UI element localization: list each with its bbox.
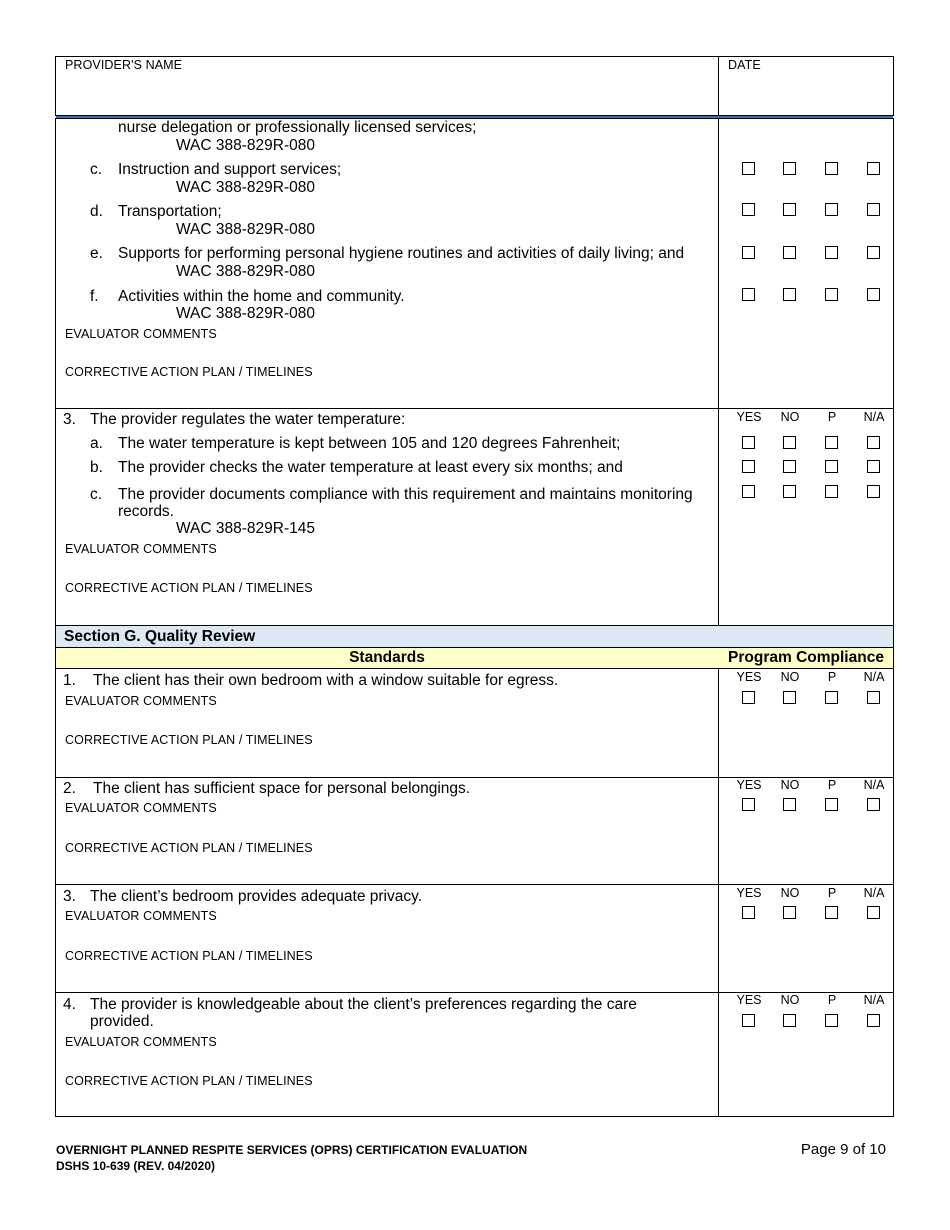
- na-header: N/A: [863, 886, 885, 900]
- item-letter: a.: [90, 435, 103, 452]
- item-text: Instruction and support services;: [118, 161, 342, 178]
- item-letter: c.: [90, 161, 103, 178]
- item-wac: WAC 388-829R-080: [176, 221, 315, 238]
- item-number: 4.: [63, 996, 76, 1013]
- item-wac: WAC 388-829R-080: [176, 179, 315, 196]
- no-checkbox[interactable]: [783, 798, 796, 811]
- item-text: The provider checks the water temperature at least every six months; and: [118, 459, 623, 476]
- no-checkbox[interactable]: [783, 246, 796, 259]
- item-letter: b.: [90, 459, 103, 476]
- item-text: The water temperature is kept between 105 and 120 degrees Fahrenheit;: [118, 435, 621, 452]
- yes-checkbox[interactable]: [742, 162, 755, 175]
- no-checkbox[interactable]: [783, 436, 796, 449]
- row-divider: [55, 884, 894, 885]
- yes-header: YES: [736, 410, 762, 424]
- evaluator-comments-label: EVALUATOR COMMENTS: [65, 327, 217, 341]
- continued-line: nurse delegation or professionally licensed services;: [118, 119, 477, 136]
- item-text: The provider is knowledgeable about the client’s preferences regarding the care: [90, 996, 637, 1013]
- yes-header: YES: [736, 670, 762, 684]
- item-text-continued: provided.: [90, 1013, 154, 1030]
- partial-checkbox[interactable]: [825, 691, 838, 704]
- na-checkbox[interactable]: [867, 485, 880, 498]
- item-letter: c.: [90, 486, 103, 503]
- date-label: DATE: [728, 58, 761, 72]
- no-header: NO: [780, 886, 800, 900]
- item-wac: WAC 388-829R-080: [176, 263, 315, 280]
- na-checkbox[interactable]: [867, 1014, 880, 1027]
- p-header: P: [827, 993, 837, 1007]
- item-text: Activities within the home and community.: [118, 288, 405, 305]
- yes-header: YES: [736, 993, 762, 1007]
- partial-checkbox[interactable]: [825, 246, 838, 259]
- page-number: Page 9 of 10: [800, 1141, 886, 1158]
- corrective-action-label: CORRECTIVE ACTION PLAN / TIMELINES: [65, 581, 313, 595]
- footer-form-number: DSHS 10-639 (REV. 04/2020): [56, 1159, 215, 1173]
- yes-checkbox[interactable]: [742, 246, 755, 259]
- no-checkbox[interactable]: [783, 162, 796, 175]
- row-divider: [55, 408, 894, 409]
- no-header: NO: [780, 993, 800, 1007]
- item-text: Transportation;: [118, 203, 222, 220]
- corrective-action-label: CORRECTIVE ACTION PLAN / TIMELINES: [65, 1074, 313, 1088]
- partial-checkbox[interactable]: [825, 460, 838, 473]
- corrective-action-label: CORRECTIVE ACTION PLAN / TIMELINES: [65, 733, 313, 747]
- yes-checkbox[interactable]: [742, 1014, 755, 1027]
- item-letter: e.: [90, 245, 103, 262]
- na-checkbox[interactable]: [867, 288, 880, 301]
- no-checkbox[interactable]: [783, 203, 796, 216]
- column-divider-bottom: [718, 648, 719, 1117]
- no-checkbox[interactable]: [783, 906, 796, 919]
- evaluator-comments-label: EVALUATOR COMMENTS: [65, 909, 217, 923]
- yes-checkbox[interactable]: [742, 460, 755, 473]
- na-checkbox[interactable]: [867, 203, 880, 216]
- na-header: N/A: [863, 778, 885, 792]
- column-divider-top: [718, 118, 719, 625]
- item-wac: WAC 388-829R-145: [176, 520, 315, 537]
- header-divider: [718, 56, 719, 116]
- continued-wac: WAC 388-829R-080: [176, 137, 315, 154]
- no-header: NO: [780, 410, 800, 424]
- yes-checkbox[interactable]: [742, 906, 755, 919]
- na-checkbox[interactable]: [867, 691, 880, 704]
- partial-checkbox[interactable]: [825, 906, 838, 919]
- item-number: 3.: [63, 888, 76, 905]
- na-header: N/A: [863, 670, 885, 684]
- corrective-action-label: CORRECTIVE ACTION PLAN / TIMELINES: [65, 841, 313, 855]
- partial-checkbox[interactable]: [825, 1014, 838, 1027]
- partial-checkbox[interactable]: [825, 798, 838, 811]
- yes-checkbox[interactable]: [742, 798, 755, 811]
- na-checkbox[interactable]: [867, 460, 880, 473]
- partial-checkbox[interactable]: [825, 485, 838, 498]
- footer-title: OVERNIGHT PLANNED RESPITE SERVICES (OPRS) CERTIFICATION EVALUATION: [56, 1143, 528, 1157]
- no-checkbox[interactable]: [783, 691, 796, 704]
- partial-checkbox[interactable]: [825, 288, 838, 301]
- item-number: 2.: [63, 780, 76, 797]
- yes-checkbox[interactable]: [742, 288, 755, 301]
- no-header: NO: [780, 670, 800, 684]
- item-wac: WAC 388-829R-080: [176, 305, 315, 322]
- evaluator-comments-label: EVALUATOR COMMENTS: [65, 801, 217, 815]
- evaluator-comments-label: EVALUATOR COMMENTS: [65, 1035, 217, 1049]
- na-checkbox[interactable]: [867, 246, 880, 259]
- evaluator-comments-label: EVALUATOR COMMENTS: [65, 694, 217, 708]
- yes-checkbox[interactable]: [742, 436, 755, 449]
- na-header: N/A: [863, 993, 885, 1007]
- na-checkbox[interactable]: [867, 906, 880, 919]
- section-g-title: Section G. Quality Review: [56, 626, 893, 648]
- corrective-action-label: CORRECTIVE ACTION PLAN / TIMELINES: [65, 365, 313, 379]
- no-checkbox[interactable]: [783, 288, 796, 301]
- partial-checkbox[interactable]: [825, 436, 838, 449]
- item-text: The client has sufficient space for personal belongings.: [93, 780, 471, 797]
- yes-checkbox[interactable]: [742, 203, 755, 216]
- na-checkbox[interactable]: [867, 162, 880, 175]
- yes-checkbox[interactable]: [742, 485, 755, 498]
- na-checkbox[interactable]: [867, 436, 880, 449]
- row-divider: [55, 668, 894, 669]
- no-checkbox[interactable]: [783, 485, 796, 498]
- partial-checkbox[interactable]: [825, 203, 838, 216]
- item-text: The provider documents compliance with this requirement and maintains monitoring: [118, 486, 693, 503]
- standards-header: Standards: [349, 649, 425, 666]
- na-checkbox[interactable]: [867, 798, 880, 811]
- na-header: N/A: [863, 410, 885, 424]
- yes-header: YES: [736, 886, 762, 900]
- provider-name-label: PROVIDER'S NAME: [65, 58, 183, 72]
- no-checkbox[interactable]: [783, 1014, 796, 1027]
- item-text: The client has their own bedroom with a window suitable for egress.: [93, 672, 559, 689]
- item-text: The provider regulates the water temperature:: [90, 411, 406, 428]
- item-number: 1.: [63, 672, 76, 689]
- p-header: P: [827, 886, 837, 900]
- yes-header: YES: [736, 778, 762, 792]
- p-header: P: [827, 410, 837, 424]
- no-header: NO: [780, 778, 800, 792]
- corrective-action-label: CORRECTIVE ACTION PLAN / TIMELINES: [65, 949, 313, 963]
- p-header: P: [827, 778, 837, 792]
- item-number: 3.: [63, 411, 76, 428]
- item-text: Supports for performing personal hygiene routines and activities of daily living; and: [118, 245, 685, 262]
- p-header: P: [827, 670, 837, 684]
- partial-checkbox[interactable]: [825, 162, 838, 175]
- evaluator-comments-label: EVALUATOR COMMENTS: [65, 542, 217, 556]
- item-letter: d.: [90, 203, 103, 220]
- no-checkbox[interactable]: [783, 460, 796, 473]
- item-letter: f.: [90, 288, 99, 305]
- item-text-continued: records.: [118, 503, 174, 520]
- yes-checkbox[interactable]: [742, 691, 755, 704]
- program-compliance-header: Program Compliance: [728, 649, 884, 666]
- item-text: The client’s bedroom provides adequate privacy.: [90, 888, 423, 905]
